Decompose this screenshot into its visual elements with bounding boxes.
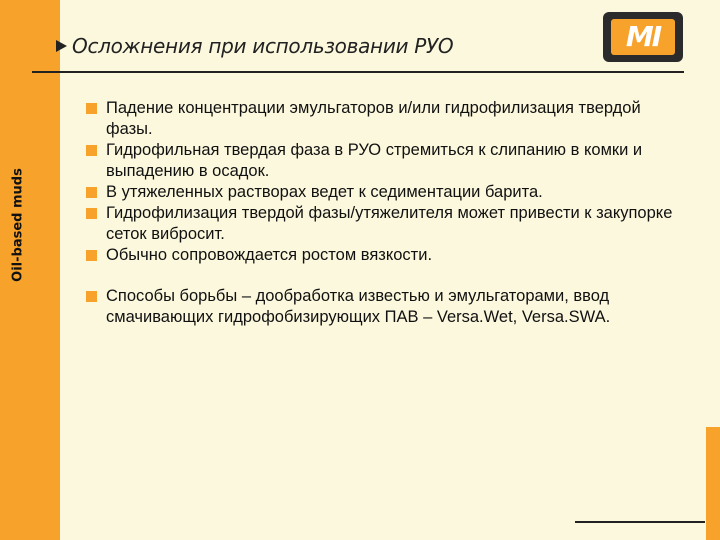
- square-bullet-icon: [86, 291, 97, 302]
- right-accent-bar: [706, 427, 720, 540]
- square-bullet-icon: [86, 250, 97, 261]
- bottom-divider: [575, 521, 705, 523]
- bullet-item: [84, 98, 684, 140]
- logo-inner: [611, 19, 675, 55]
- bullet-item: [84, 140, 684, 182]
- triangle-bullet-icon: [56, 40, 67, 52]
- logo-text: MI: [625, 20, 661, 53]
- content-area: [84, 98, 684, 328]
- bullet-item: [84, 245, 684, 266]
- bullet-item: [84, 286, 684, 328]
- bullet-text: Способы борьбы – дообработка известью и эмульгаторами, ввод смачивающих гидрофобизирующих ПАВ – Versa.Wet, Versa.SWA.: [106, 287, 611, 326]
- bullet-text: Обычно сопровождается ростом вязкости.: [106, 246, 433, 264]
- mi-logo: [603, 12, 683, 62]
- left-accent-bar: [0, 0, 60, 540]
- bullet-text: В утяжеленных растворах ведет к седиментации барита.: [106, 183, 543, 201]
- bullet-item: [84, 203, 684, 245]
- bullet-text: Гидрофильная твердая фаза в РУО стремиться к слипанию в комки и выпадению в осадок.: [106, 141, 643, 180]
- square-bullet-icon: [86, 187, 97, 198]
- slide-title: Осложнения при использовании РУО: [72, 34, 454, 58]
- square-bullet-icon: [86, 145, 97, 156]
- side-label-text: Oil-based muds: [10, 168, 26, 282]
- square-bullet-icon: [86, 208, 97, 219]
- bullet-text: Гидрофилизация твердой фазы/утяжелителя может привести к закупорке сеток вибросит.: [106, 204, 673, 243]
- bullet-item: [84, 182, 684, 203]
- square-bullet-icon: [86, 103, 97, 114]
- bullet-text: Падение концентрации эмульгаторов и/или гидрофилизация твердой фазы.: [106, 99, 641, 138]
- title-divider: [32, 71, 684, 73]
- title-row: [56, 30, 453, 62]
